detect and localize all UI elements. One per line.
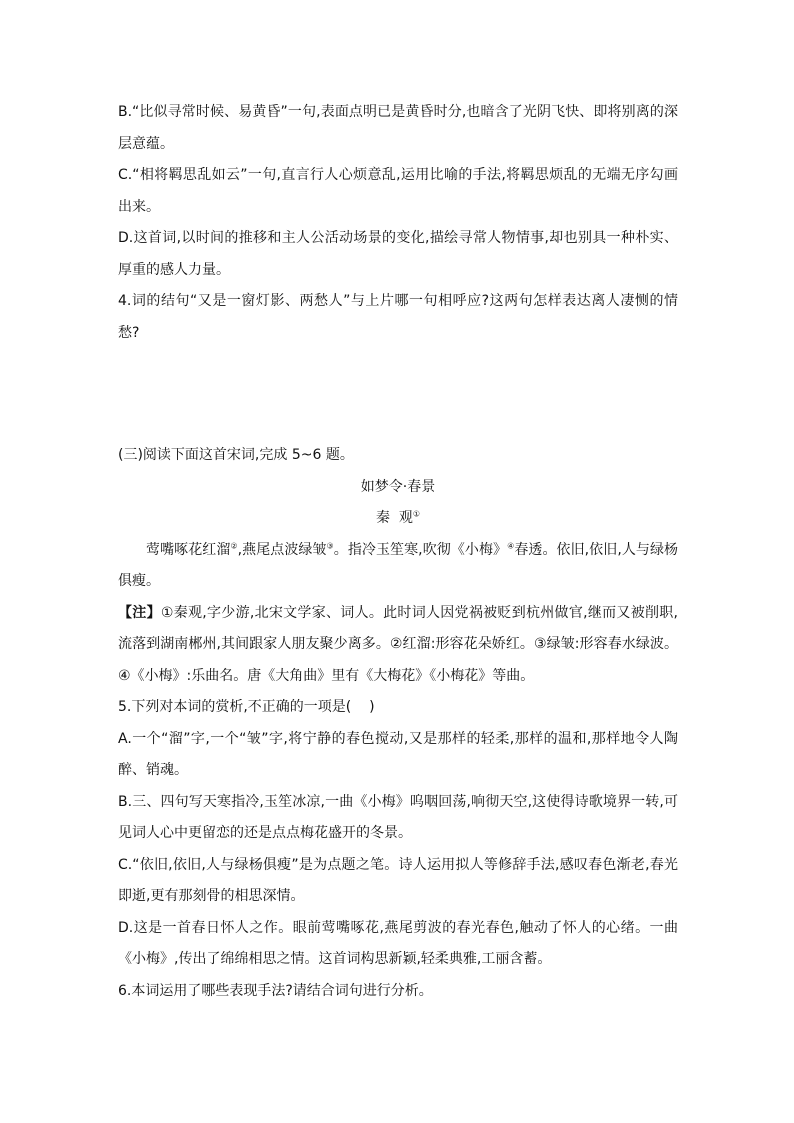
question-5-stem: 5.下列对本词的赏析,不正确的一项是( ) [118, 699, 375, 715]
q5-option-a: A.一个“溜”字,一个“皱”字,将宁静的春色搅动,又是那样的轻柔,那样的温和,那样地令人陶醉、销魂。 [118, 730, 678, 778]
section-3-intro: (三)阅读下面这首宋词,完成 5~6 题。 [118, 447, 354, 463]
note-mark-4: ④ [507, 540, 515, 550]
q3-option-b: B.“比似寻常时候、易黄昏”一句,表面点明已是黄昏时分,也暗含了光阴飞快、即将别离的深层意蕴。 [118, 104, 678, 152]
q3-options-continued [118, 97, 678, 349]
question-6: 6.本词运用了哪些表现手法?请结合词句进行分析。 [118, 982, 433, 999]
author-name: 秦 观 [375, 510, 413, 526]
poem-text: 莺嘴啄花红溜②,燕尾点波绿皱③。指冷玉笙寒,吹彻《小梅》④春透。依旧,依旧,人与绿杨俱瘦。 [118, 540, 679, 589]
q3-option-d: D.这首词,以时间的推移和主人公活动场景的变化,描绘寻常人物情事,却也别具一种朴实、厚重的感人力量。 [118, 230, 678, 278]
q5-option-c: C.“依旧,依旧,人与绿杨俱瘦”是为点题之笔。诗人运用拟人等修辞手法,感叹春色渐老,春光即逝,更有那刻骨的相思深情。 [118, 856, 678, 904]
note-text: ①秦观,字少游,北宋文学家、词人。此时词人因党祸被贬到杭州做官,继而又被削职,流落到湖南郴州,其间跟家人朋友聚少离多。②红溜:形容花朵娇红。③绿皱:形容春水绿波。④《小梅》:乐曲名。唐《大角曲》里有《大梅花》《小梅花》等曲。 [118, 604, 678, 684]
note-mark-3: ③ [326, 540, 334, 550]
q5-option-d: D.这是一首春日怀人之作。眼前莺嘴啄花,燕尾剪波的春光春色,触动了怀人的心绪。一曲《小梅》,传出了绵绵相思之情。这首词构思新颖,轻柔典雅,工丽含蓄。 [118, 919, 678, 967]
q3-option-c: C.“相将羁思乱如云”一句,直言行人心烦意乱,运用比喻的手法,将羁思烦乱的无端无序勾画出来。 [118, 167, 678, 215]
note-mark-1: ① [412, 509, 421, 519]
poem-title: 如梦令·春景 [360, 478, 436, 495]
section-3 [118, 440, 678, 1007]
question-4: 4.词的结句“又是一窗灯影、两愁人”与上片哪一句相呼应?这两句怎样表达离人凄恻的情愁? [118, 293, 678, 341]
note-mark-2: ② [230, 540, 238, 550]
poem-author [118, 503, 678, 535]
note-label: 【注】 [118, 604, 161, 621]
poem-notes [118, 598, 678, 693]
q5-option-b: B.三、四句写天寒指冷,玉笙冰凉,一曲《小梅》呜咽回荡,响彻天空,这使得诗歌境界一转,可见词人心中更留恋的还是点点梅花盛开的冬景。 [118, 793, 678, 841]
